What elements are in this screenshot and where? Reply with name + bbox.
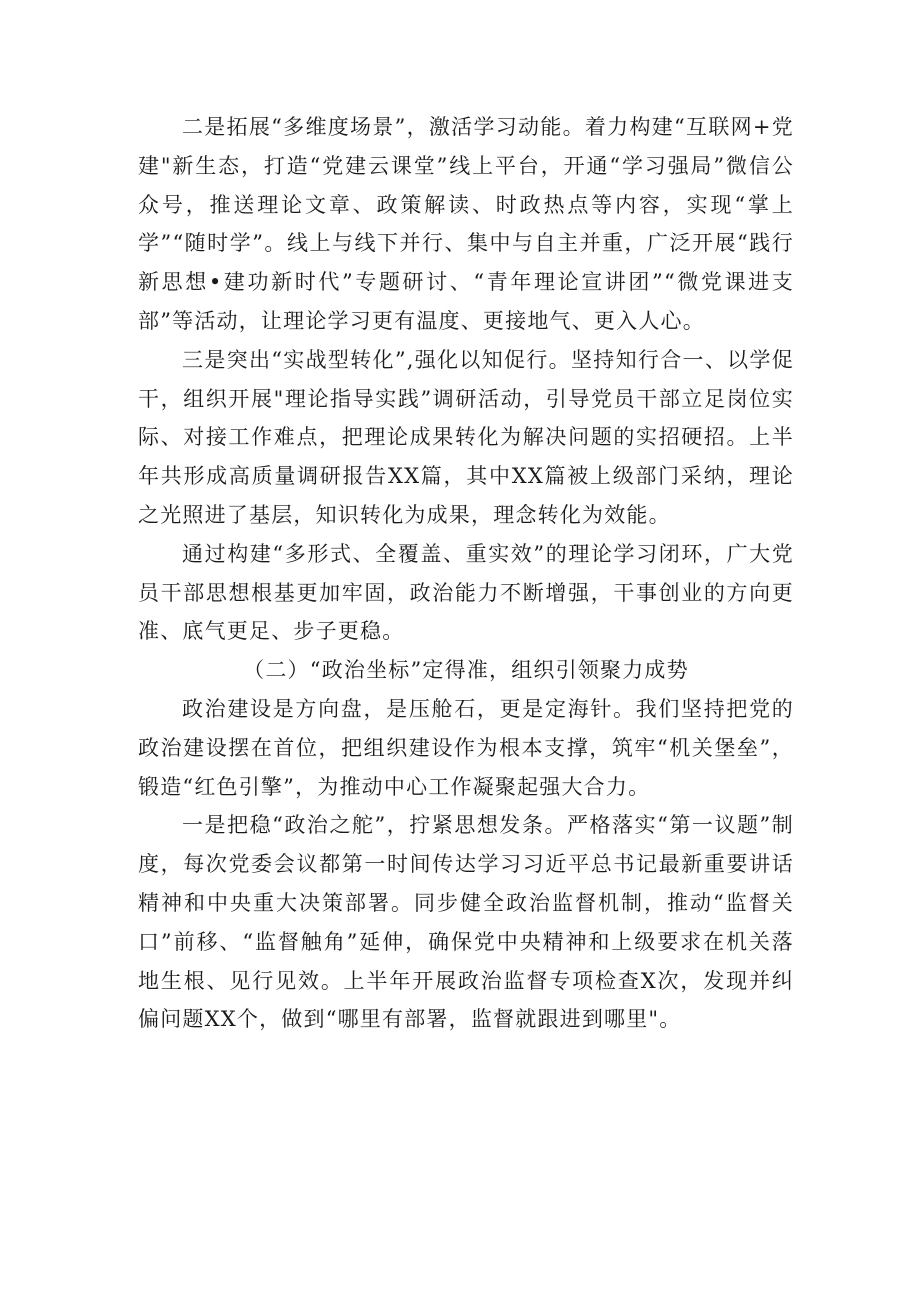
document-page [138,108,794,1039]
paragraph-political-construction: 政治建设是方向盘，是压舱石，更是定海针。我们坚持把党的政治建设摆在首位，把组织建设作为根本支撑，筑牢“机关堡垒”，锻造“红色引擎”，为推动中心工作凝聚起强大合力。 [138,696,794,799]
paragraph-political-rudder: 一是把稳“政治之舵”，拧紧思想发条。严格落实“第一议题”制度，每次党委会议都第一时间传达学习习近平总书记最新重要讲话精神和中央重大决策部署。同步健全政治监督机制，推动“监督关口”前移、“监督触角”延伸，确保党中央精神和上级要求在机关落地生根、见行见效。上半年开展政治监督专项检查X次，发现并纠偏问题XX个，做到“哪里有部署，监督就跟进到哪里"。 [138,813,794,1032]
paragraph-practical-transformation: 三是突出“实战型转化”,强化以知促行。坚持知行合一、以学促干，组织开展"理论指导实践”调研活动，引导党员干部立足岗位实际、对接工作难点，把理论成果转化为解决问题的实招硬招。上半年共形成高质量调研报告XX篇，其中XX篇被上级部门采纳，理论之光照进了基层，知识转化为成果，理念转化为效能。 [138,347,794,527]
section-heading: （二）“政治坐标”定得准，组织引领聚力成势 [243,658,689,683]
paragraph-learning-loop-summary: 通过构建“多形式、全覆盖、重实效”的理论学习闭环，广大党员干部思想根基更加牢固，政治能力不断增强，干事创业的方向更准、底气更足、步子更稳。 [138,541,794,644]
paragraph-expand-scenarios: 二是拓展“多维度场景”，激活学习动能。着力构建“互联网+党建"新生态，打造“党建云课堂”线上平台，开通“学习强局”微信公众号，推送理论文章、政策解读、时政热点等内容，实现“掌上学”“随时学”。线上与线下并行、集中与自主并重，广泛开展“践行新思想•建功新时代”专题研讨、“青年理论宣讲团”“微党课进支部”等活动，让理论学习更有温度、更接地气、更入人心。 [138,115,794,333]
